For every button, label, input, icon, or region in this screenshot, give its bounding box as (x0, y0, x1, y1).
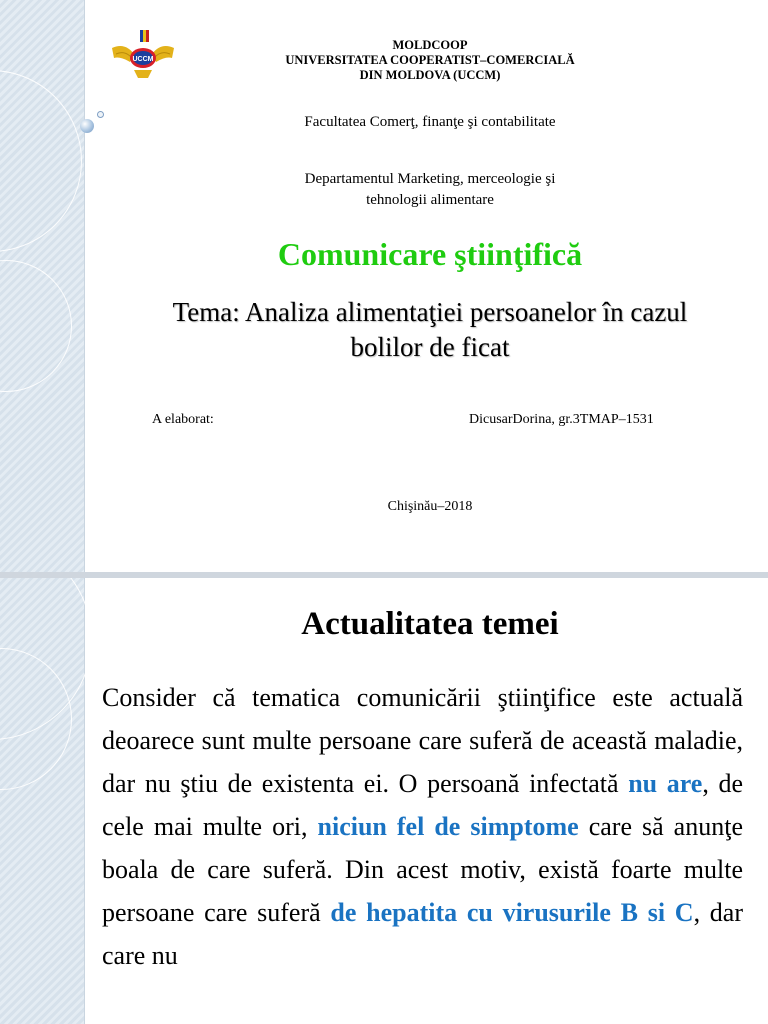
highlighted-text: de hepatita cu virusurile B si C (330, 898, 694, 927)
decorative-bullet-icon (80, 119, 94, 133)
author-name: DicusarDorina, gr.3TMAP–1531 (469, 412, 654, 427)
city-year: Chişinău–2018 (387, 499, 473, 514)
department-line: Departamentul Marketing, merceologie şi (304, 171, 556, 187)
highlighted-text: niciun fel de simptome (317, 812, 579, 841)
header-line: MOLDCOOP (392, 38, 468, 52)
paragraph-text: , dar care nu (102, 898, 743, 970)
paragraph-text: , de cele mai multe ori, (102, 769, 744, 841)
topic-title (100, 295, 760, 365)
slide-title: Comunicare ştiinţifică (277, 236, 583, 272)
department-line: tehnologii alimentare (366, 192, 494, 208)
section-title: Actualitatea temei (301, 606, 559, 642)
highlighted-text: nu are (628, 769, 703, 798)
paragraph-text: care să anunţe boala de care suferă. Din acest motiv, există foarte multe persoane care suferă (102, 812, 743, 927)
topic-line: bolilor de ficat (350, 332, 510, 362)
header-line: DIN MOLDOVA (UCCM) (359, 68, 501, 82)
logo-text: UCCM (132, 56, 154, 63)
author-label: A elaborat: (152, 412, 214, 427)
paragraph-text: Consider că tematica comunicării ştiinţifice este actuală deoarece sunt multe persoane care suferă de această maladie, dar nu ştiu de existenta ei. O persoană infectată (102, 683, 743, 798)
faculty-name: Facultatea Comerţ, finanţe şi contabilitate (304, 114, 556, 130)
content-slide (0, 578, 768, 1024)
institution-header (100, 38, 760, 83)
department-name (100, 169, 760, 211)
body-paragraph (102, 676, 743, 977)
topic-line: Tema: Analiza alimentaţiei persoanelor în cazul (172, 297, 688, 327)
header-line: UNIVERSITATEA COOPERATIST–COMERCIALĂ (285, 53, 575, 67)
